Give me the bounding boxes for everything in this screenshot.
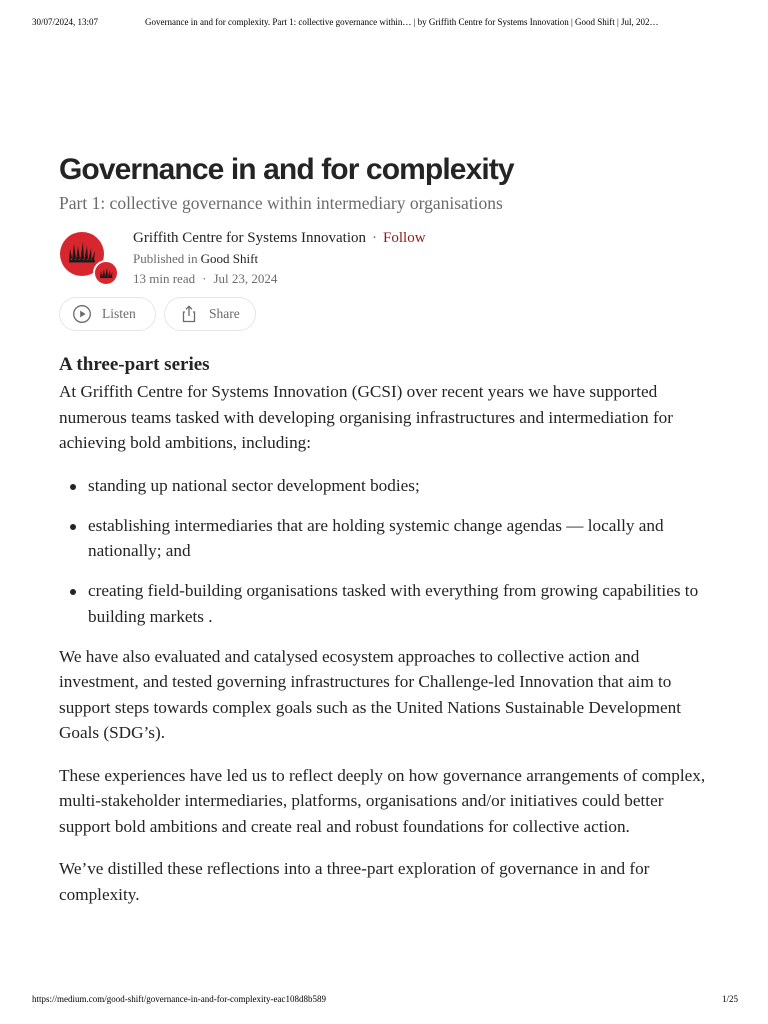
print-document-title: Governance in and for complexity. Part 1: collective governance within… | by Griffith Centre for Systems Innovation | Good Shift | Jul, 202… xyxy=(145,17,659,27)
publish-date: Jul 23, 2024 xyxy=(213,271,278,286)
list-item-text: standing up national sector development bodies; xyxy=(88,475,420,495)
action-bar xyxy=(59,297,719,331)
meta-separator: · xyxy=(202,271,207,286)
bullet-dot xyxy=(70,524,76,530)
good-shift-logo-icon xyxy=(95,262,117,284)
follow-button[interactable]: Follow xyxy=(383,230,426,246)
paragraph-reflections: These experiences have led us to reflect deeply on how governance arrangements of complex, multi-stakeholder intermediaries, platforms, organisations and/or initiatives could better support bold ambitions and create real and robust foundations for collective action. xyxy=(59,765,706,836)
print-header xyxy=(32,17,736,31)
read-time: 13 min read xyxy=(133,271,196,286)
article-subtitle: Part 1: collective governance within intermediary organisations xyxy=(59,193,503,213)
paragraph-ecosystem: We have also evaluated and catalysed ecosystem approaches to collective action and investment, and tested governing infrastructures for Challenge-led Innovation that aim to support steps towards complex goals such as the United Nations Sustainable Development Goals (SDG’s). xyxy=(59,646,681,742)
print-date-time: 30/07/2024, 13:07 xyxy=(32,17,99,27)
listen-label: Listen xyxy=(102,306,136,321)
publication-link[interactable]: Good Shift xyxy=(200,251,259,266)
article xyxy=(59,150,719,907)
list-item xyxy=(59,578,719,629)
section-heading: A three-part series xyxy=(59,354,210,375)
list-item-text: creating field-building organisations tasked with everything from growing capabilities to building markets . xyxy=(88,581,699,626)
publication-avatar[interactable] xyxy=(93,260,119,286)
print-page-number: 1/25 xyxy=(721,994,738,1004)
article-title: Governance in and for complexity xyxy=(59,153,514,186)
bullet-list xyxy=(59,473,719,630)
listen-button[interactable] xyxy=(59,297,156,331)
list-item xyxy=(59,513,719,564)
paragraph-series: We’ve distilled these reflections into a three-part exploration of governance in and for complexity. xyxy=(59,859,650,904)
play-circle-icon xyxy=(72,304,92,324)
published-in-label: Published in xyxy=(133,251,198,266)
bullet-dot xyxy=(70,484,76,490)
byline-separator: · xyxy=(372,230,378,246)
intro-paragraph: At Griffith Centre for Systems Innovation (GCSI) over recent years we have supported numerous teams tasked with developing organising infrastructures and intermediation for achieving bold ambitions, including: xyxy=(59,382,673,452)
share-label: Share xyxy=(209,306,240,321)
print-footer xyxy=(32,994,738,1008)
byline xyxy=(59,227,719,297)
bullet-dot xyxy=(70,589,76,595)
print-url: https://medium.com/good-shift/governance-in-and-for-complexity-eac108d8b589 xyxy=(32,994,326,1004)
list-item xyxy=(59,473,719,499)
share-button[interactable] xyxy=(164,297,256,331)
author-name-link[interactable]: Griffith Centre for Systems Innovation xyxy=(133,230,367,246)
share-icon xyxy=(179,304,199,324)
list-item-text: establishing intermediaries that are holding systemic change agendas — locally and nationally; and xyxy=(88,515,664,560)
byline-meta xyxy=(133,227,426,289)
